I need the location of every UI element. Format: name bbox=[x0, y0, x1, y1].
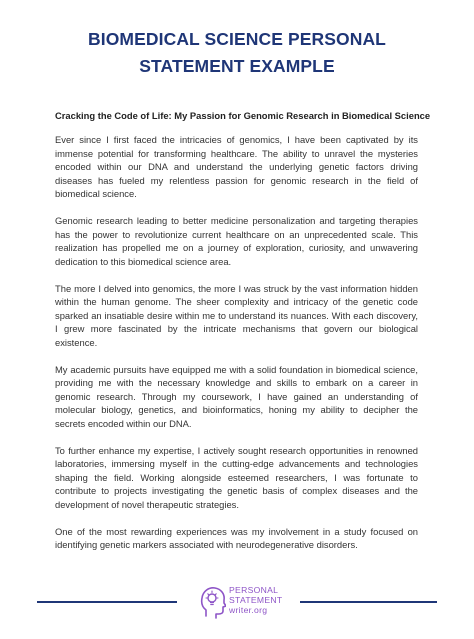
essay-subtitle: Cracking the Code of Life: My Passion for Genomic Research in Biomedical Science bbox=[55, 110, 431, 121]
paragraph: One of the most rewarding experiences was my involvement in a study focused on identifying genetic markers associated with neurodegenerative disorders. bbox=[55, 525, 418, 550]
page-title-line-1: BIOMEDICAL SCIENCE PERSONAL bbox=[88, 29, 386, 49]
footer bbox=[0, 580, 474, 625]
page-title bbox=[20, 26, 454, 80]
brand-logo-text bbox=[229, 585, 282, 615]
footer-divider-left bbox=[37, 601, 177, 603]
logo-line-statement: STATEMENT bbox=[229, 595, 283, 605]
head-with-lightbulb-icon bbox=[200, 585, 226, 619]
paragraph: To further enhance my expertise, I actively sought research opportunities in renowned laboratories, immersing myself in the cutting-edge advancements and technologies shaping the field. Working alongside esteemed researchers, I was fortunate to contribute to projects investigating the genetic basis of complex diseases and the development of novel therapeutic strategies. bbox=[55, 444, 418, 510]
footer-divider-right bbox=[300, 601, 437, 603]
logo-line-personal: PERSONAL bbox=[229, 585, 279, 595]
paragraph: The more I delved into genomics, the more I was struck by the vast information hidden within the human genome. The sheer complexity and intricacy of the genetic code sparked an insatiable desire within me to understand its nuances. With each discovery, I grew more fascinated by the intricate mechanisms that govern our biological existence. bbox=[55, 282, 418, 348]
paragraph: My academic pursuits have equipped me with a solid foundation in biomedical science, providing me with the necessary knowledge and skills to embark on a career in genomic research. Through my coursework, I have gained an understanding of molecular biology, genetics, and bioinformatics, honing my ability to decipher the secrets encoded within our DNA. bbox=[55, 363, 418, 429]
essay-body bbox=[55, 133, 418, 565]
logo-line-domain: writer.org bbox=[229, 605, 268, 615]
page-title-line-2: STATEMENT EXAMPLE bbox=[139, 56, 335, 76]
paragraph: Genomic research leading to better medicine personalization and targeting therapies has the power to revolutionize current healthcare on an unprecedented scale. This realization has propelled me on a journey of exploration, curiosity, and unwavering dedication to this biomedical science area. bbox=[55, 215, 418, 267]
brand-logo[interactable] bbox=[200, 583, 296, 625]
paragraph: Ever since I first faced the intricacies of genomics, I have been captivated by its immense potential for transforming healthcare. The ability to unravel the mysteries encoded within our DNA and understand the underlying genetic factors driving diseases has fueled my relentless passion for genomic research in the field of biomedical science. bbox=[55, 134, 418, 199]
